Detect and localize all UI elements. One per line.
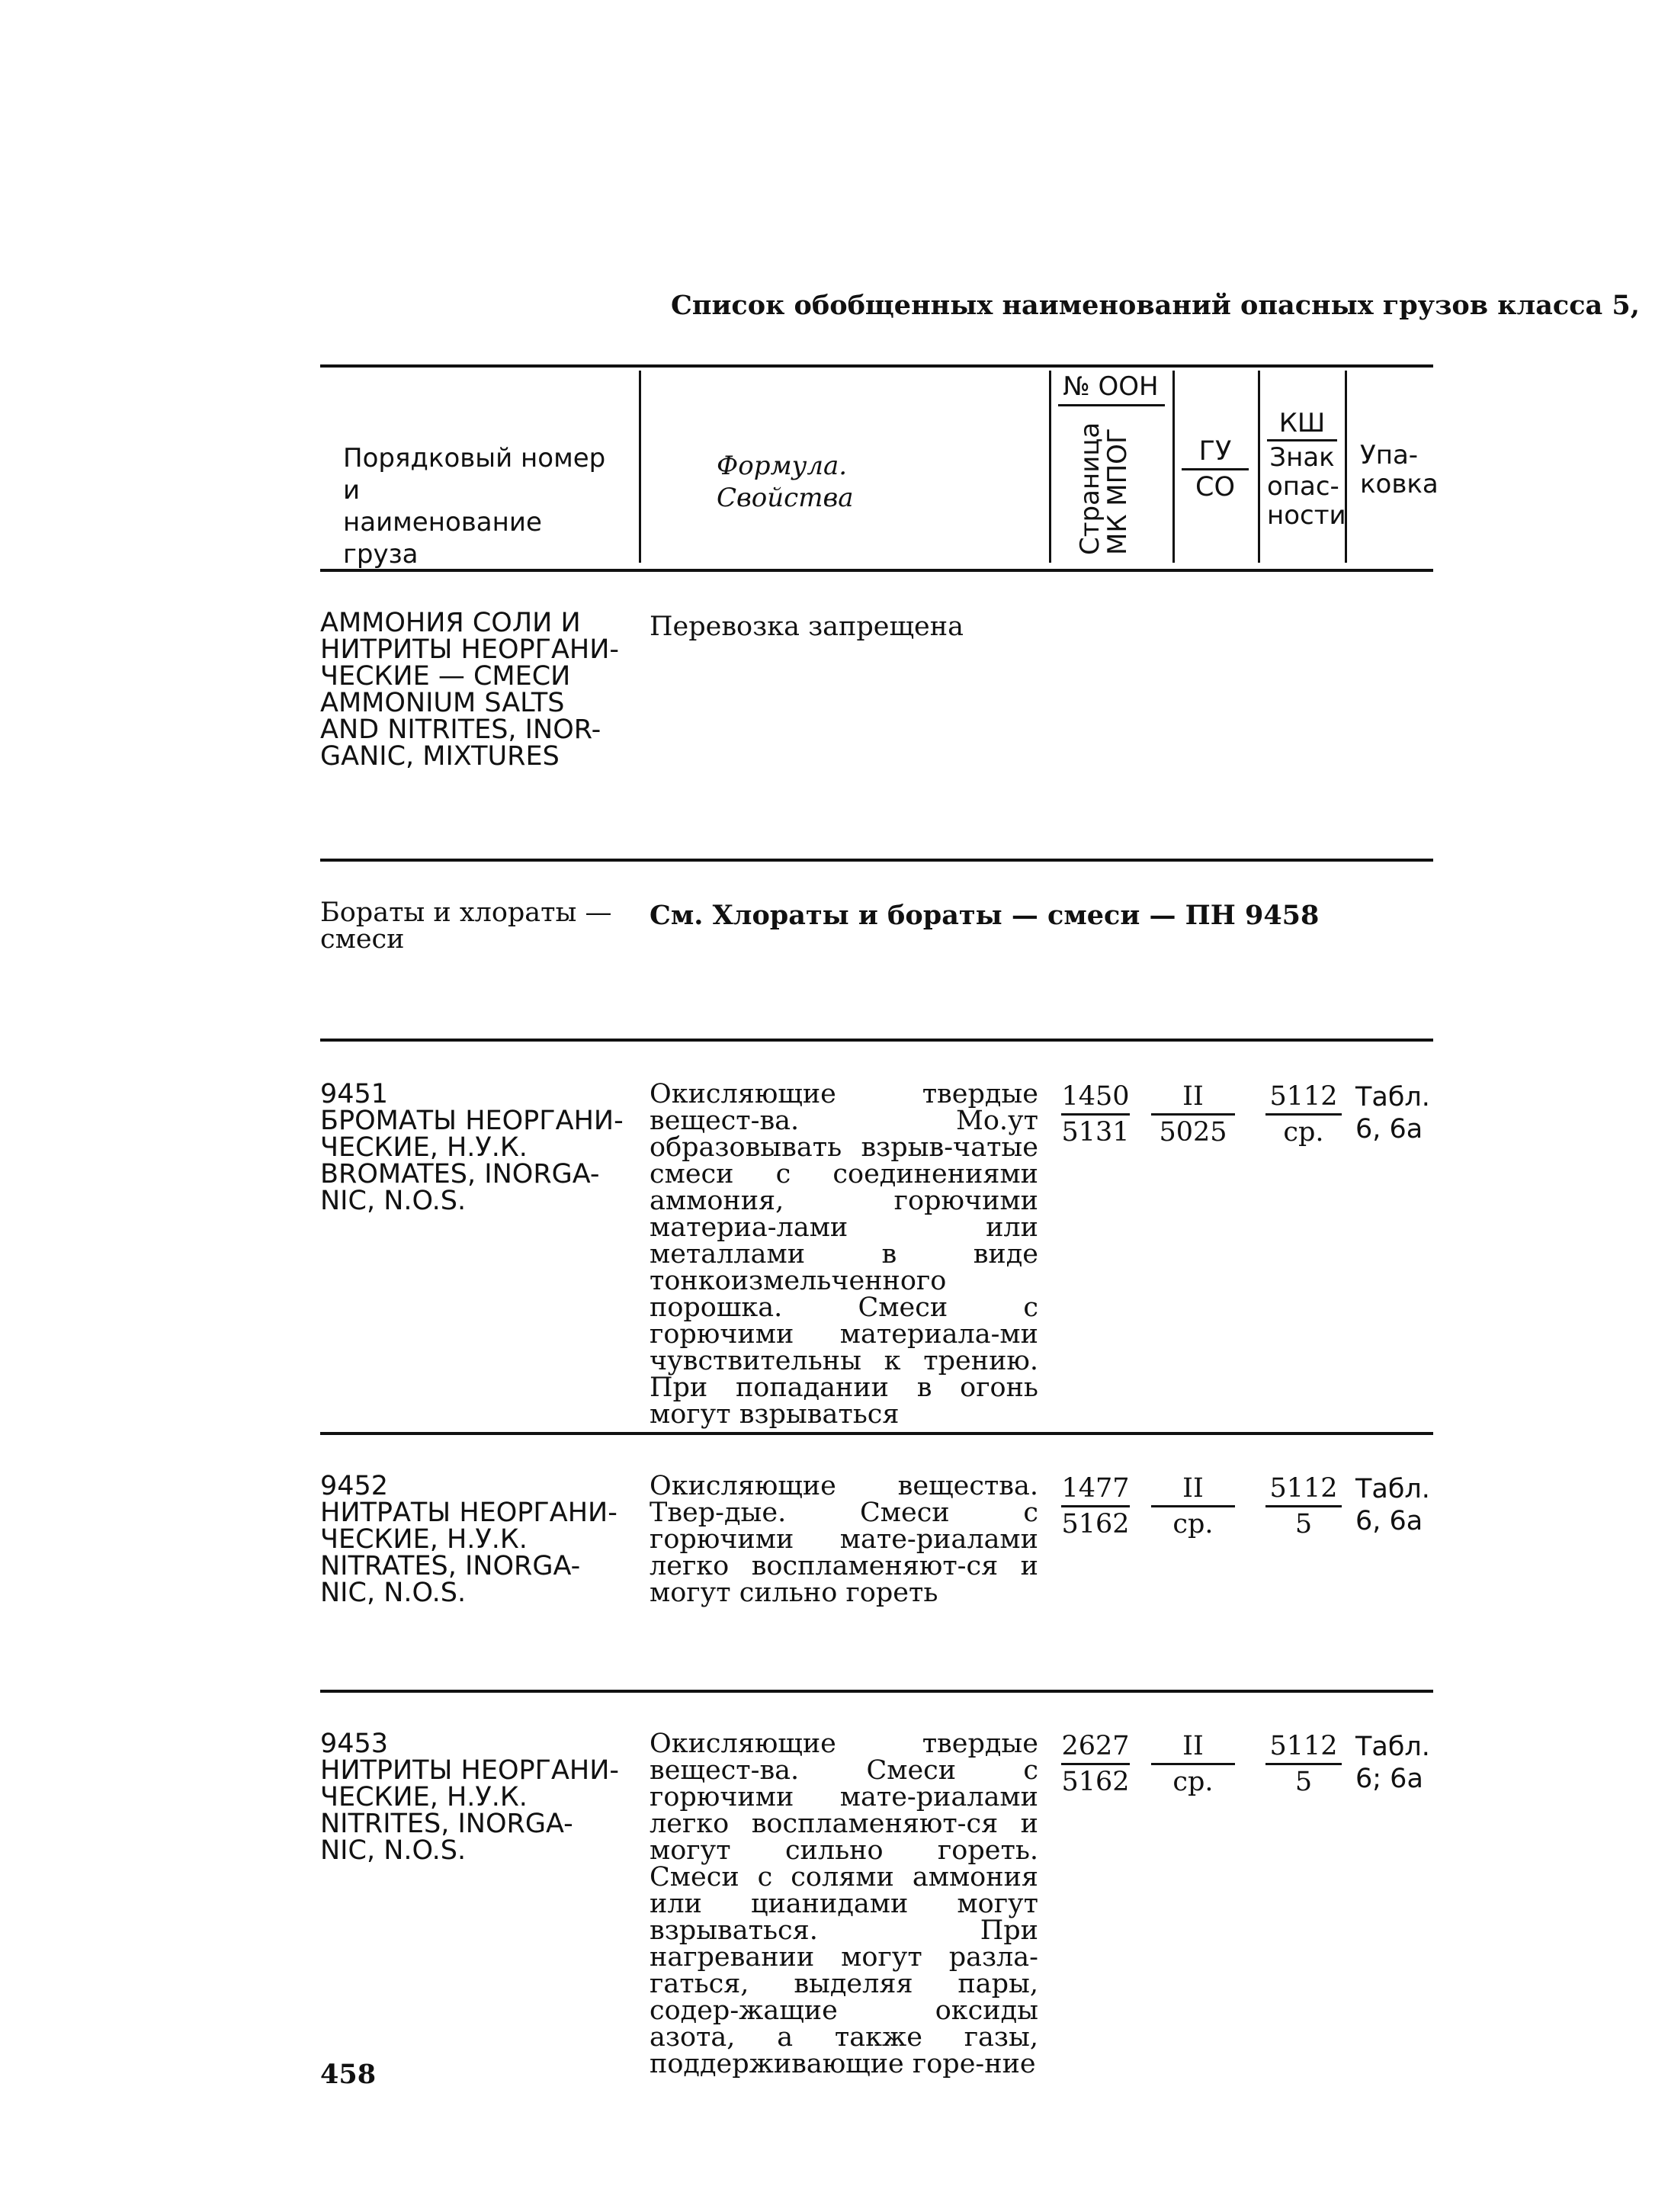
- name-line: ЧЕСКИЕ, Н.У.К.: [320, 1782, 528, 1812]
- fraction-bar: [1267, 439, 1337, 441]
- page-number: 458: [320, 2059, 377, 2090]
- header-separator: [1049, 371, 1051, 563]
- pack-label-line: ковка: [1360, 469, 1439, 499]
- gu-value: II: [1182, 1731, 1204, 1761]
- column-header-name-line: наименование груза: [343, 507, 542, 570]
- name-line: смеси: [320, 924, 405, 955]
- entry-name-9452: [320, 1473, 640, 1607]
- entry-properties-9452: Окисляющие вещества. Твер-дые. Смеси с горючими мате-риалами легко воспламеняют-ся и могут сильно гореть: [650, 1471, 1038, 1608]
- name-line: ЧЕСКИЕ, Н.У.К.: [320, 1524, 528, 1555]
- gu-label: ГУ: [1198, 436, 1232, 467]
- fraction-bar: [1151, 1763, 1235, 1765]
- fraction-bar: [1151, 1505, 1235, 1507]
- gu-value: II: [1182, 1473, 1204, 1504]
- ksh-value: 5112: [1269, 1473, 1338, 1504]
- sign-value: ср.: [1283, 1117, 1324, 1148]
- column-header-gu-so: [1182, 436, 1249, 502]
- ksh-sign-fraction: [1265, 1731, 1342, 1797]
- entry-name-borates: [320, 897, 640, 955]
- so-label: СО: [1195, 472, 1235, 502]
- column-header-imdg-page: [1076, 422, 1131, 555]
- fraction-bar: [1061, 1505, 1130, 1507]
- entry-see-reference: См. Хлораты и бораты — смеси — ПН 9458: [650, 900, 1320, 931]
- entry-separator-rule: [320, 1690, 1433, 1693]
- imdg-page-line: Страница: [1075, 422, 1105, 555]
- column-header-name-line: Порядковый номер и: [343, 443, 606, 506]
- name-line: BROMATES, INORGA-: [320, 1159, 600, 1189]
- name-line: ЧЕСКИЕ, Н.У.К.: [320, 1132, 528, 1163]
- name-line: NITRATES, INORGA-: [320, 1551, 581, 1581]
- name-line: НИТРАТЫ НЕОРГАНИ-: [320, 1498, 617, 1528]
- gu-so-fraction: [1151, 1473, 1235, 1539]
- entry-separator-rule: [320, 859, 1433, 862]
- header-top-rule: [320, 364, 1433, 368]
- name-line: БРОМАТЫ НЕОРГАНИ-: [320, 1106, 624, 1136]
- un-number-fraction: [1061, 1731, 1130, 1797]
- entry-number: 9451: [320, 1079, 389, 1109]
- ksh-value: 5112: [1269, 1081, 1338, 1112]
- sign-label-line: опас-: [1267, 471, 1339, 502]
- sign-value: 5: [1294, 1767, 1313, 1797]
- un-number: 1477: [1061, 1473, 1130, 1504]
- entry-name-ammonium: [320, 610, 640, 770]
- gu-so-fraction: [1151, 1081, 1235, 1148]
- name-line: AND NITRITES, INOR-: [320, 714, 601, 745]
- pack-line: Табл.: [1355, 1732, 1430, 1762]
- name-line: NIC, N.O.S.: [320, 1578, 467, 1608]
- name-line: NIC, N.O.S.: [320, 1835, 467, 1866]
- entry-properties-9453: Окисляющие твердые вещест-ва. Смеси с горючими мате-риалами легко воспламеняют-ся и могут сильно гореть. Смеси с солями аммония или цианидами могут взрываться. При нагревании могут разла-гаться, выделяя пары, содер-жащие оксиды азота, а также газы, поддерживающие горе-ние: [650, 1729, 1038, 2079]
- page-title: Список обобщенных наименований опасных грузов класса 5,: [671, 290, 1640, 321]
- sign-label-line: Знак: [1269, 442, 1335, 473]
- pack-line: Табл.: [1355, 1474, 1430, 1504]
- entry-number: 9452: [320, 1471, 389, 1501]
- column-header-ksh: [1267, 408, 1346, 531]
- header-separator: [1345, 371, 1347, 563]
- gu-value: II: [1182, 1081, 1204, 1112]
- name-line: NIC, N.O.S.: [320, 1186, 467, 1216]
- column-header-name: [343, 442, 617, 570]
- column-header-properties: Формула. Свойства: [717, 451, 854, 513]
- fraction-bar: [1182, 468, 1249, 470]
- sign-label-line: ности: [1267, 500, 1346, 531]
- name-line: AMMONIUM SALTS: [320, 688, 565, 718]
- fraction-bar: [1061, 1763, 1130, 1765]
- pack-line: 6, 6а: [1355, 1506, 1423, 1536]
- name-line: НИТРИТЫ НЕОРГАНИ-: [320, 1755, 620, 1786]
- fraction-bar: [1151, 1113, 1235, 1116]
- sign-value: 5: [1294, 1509, 1313, 1539]
- pack-line: 6; 6а: [1355, 1764, 1423, 1794]
- name-line: NITRITES, INORGA-: [320, 1809, 573, 1839]
- name-line: GANIC, MIXTURES: [320, 741, 560, 772]
- un-number-fraction: [1061, 1473, 1130, 1539]
- header-separator: [1172, 371, 1175, 563]
- un-number: 1450: [1061, 1081, 1130, 1112]
- pack-line: 6, 6а: [1355, 1114, 1423, 1145]
- ksh-sign-fraction: [1265, 1473, 1342, 1539]
- so-value: ср.: [1172, 1767, 1214, 1797]
- gu-so-fraction: [1151, 1731, 1235, 1797]
- name-line: НИТРИТЫ НЕОРГАНИ-: [320, 634, 620, 665]
- ksh-label: КШ: [1278, 408, 1326, 438]
- so-value: ср.: [1172, 1509, 1214, 1539]
- fraction-bar: [1265, 1113, 1342, 1116]
- entry-name-9451: [320, 1081, 640, 1215]
- name-line: ЧЕСКИЕ — СМЕСИ: [320, 661, 571, 692]
- header-separator: [639, 371, 641, 563]
- pack-label-line: Упа-: [1360, 440, 1419, 470]
- name-line: Бораты и хлораты —: [320, 897, 612, 928]
- entry-name-9453: [320, 1731, 640, 1864]
- column-header-packing: [1360, 440, 1439, 499]
- pack-line: Табл.: [1355, 1082, 1430, 1112]
- ksh-value: 5112: [1269, 1731, 1338, 1761]
- entry-separator-rule: [320, 1432, 1433, 1435]
- ksh-sign-fraction: [1265, 1081, 1342, 1148]
- fraction-bar: [1265, 1763, 1342, 1765]
- so-value: 5025: [1159, 1117, 1227, 1148]
- fraction-bar: [1061, 1113, 1130, 1116]
- imdg-page: 5162: [1061, 1509, 1130, 1539]
- fraction-bar: [1265, 1505, 1342, 1507]
- un-number: 2627: [1061, 1731, 1130, 1761]
- entry-properties-ammonium: Перевозка запрещена: [650, 612, 964, 642]
- column-header-un-no: № ООН: [1063, 371, 1159, 402]
- un-no-underline: [1058, 404, 1165, 406]
- entry-number: 9453: [320, 1729, 389, 1759]
- header-separator: [1258, 371, 1260, 563]
- entry-properties-9451: Окисляющие твердые вещест-ва. Мо.ут образовывать взрыв-чатые смеси с соединениями аммония, горючими материа-лами или металлами в виде тонкоизмельченного порошка. Смеси с горючими материала-ми чувствительны к трению. При попадании в огонь могут взрываться: [650, 1079, 1038, 1430]
- imdg-page: 5131: [1061, 1117, 1130, 1148]
- name-line: АММОНИЯ СОЛИ И: [320, 608, 581, 638]
- packing-cell: [1355, 1081, 1430, 1145]
- un-number-fraction: [1061, 1081, 1130, 1148]
- entry-separator-rule: [320, 1039, 1433, 1042]
- packing-cell: [1355, 1473, 1430, 1537]
- imdg-page-line: МК МПОГ: [1102, 428, 1133, 555]
- imdg-page: 5162: [1061, 1767, 1130, 1797]
- packing-cell: [1355, 1731, 1430, 1795]
